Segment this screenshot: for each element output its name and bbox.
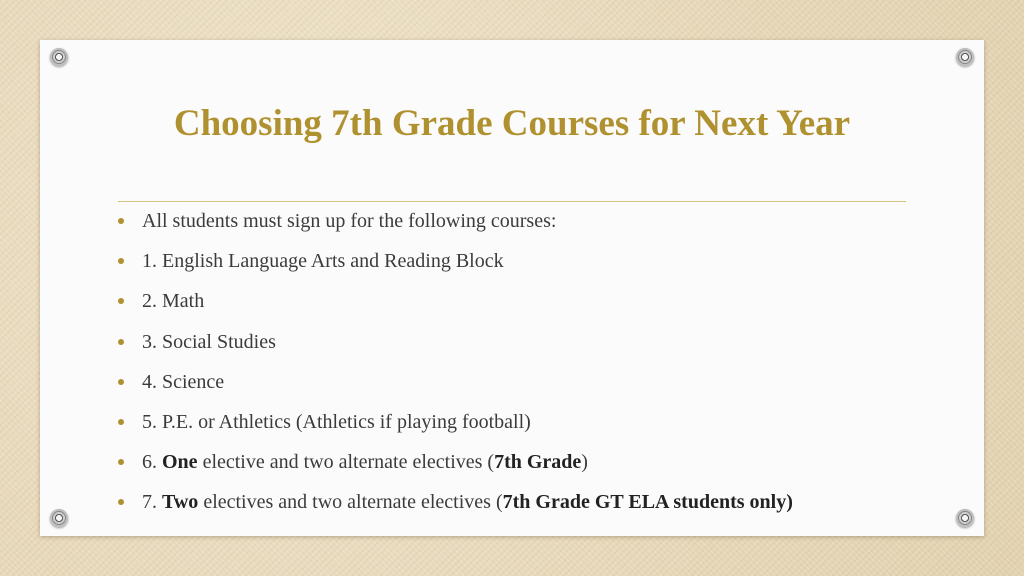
bullet-text: 3. Social Studies (142, 330, 276, 353)
bullet-item (116, 246, 793, 286)
slide-board (40, 40, 984, 536)
bullet-emphasis: Two (162, 491, 199, 514)
bullet-text-post: ) (581, 451, 588, 474)
bullet-item (116, 487, 793, 527)
bullet-text-mid: elective and two alternate electives ( (197, 451, 495, 474)
slide-title: Choosing 7th Grade Courses for Next Year (173, 103, 851, 144)
bullet-text: 2. Math (142, 290, 205, 313)
bullet-text-pre: 6. (142, 451, 162, 474)
grommet-icon (50, 48, 68, 66)
grommet-icon (956, 509, 974, 527)
bullet-text-pre: 7. (142, 491, 162, 514)
grommet-icon (50, 509, 68, 527)
bullet-list (116, 206, 793, 528)
bullet-text: 5. P.E. or Athletics (Athletics if playing football) (142, 410, 531, 433)
bullet-item (116, 407, 793, 447)
title-divider (118, 201, 906, 202)
bullet-emphasis: One (162, 451, 198, 474)
bullet-item (116, 367, 793, 407)
bullet-emphasis: 7th Grade (494, 451, 582, 474)
bullet-item (116, 327, 793, 367)
bullet-item (116, 206, 793, 246)
grommet-icon (956, 48, 974, 66)
bullet-item (116, 447, 793, 487)
bullet-item (116, 286, 793, 326)
bullet-emphasis: 7th Grade GT ELA students only) (502, 491, 793, 514)
bullet-text: 4. Science (142, 370, 225, 393)
bullet-text: 1. English Language Arts and Reading Block (142, 250, 504, 273)
bullet-text: All students must sign up for the following courses: (142, 210, 557, 232)
bullet-text-mid: electives and two alternate electives ( (198, 491, 503, 514)
